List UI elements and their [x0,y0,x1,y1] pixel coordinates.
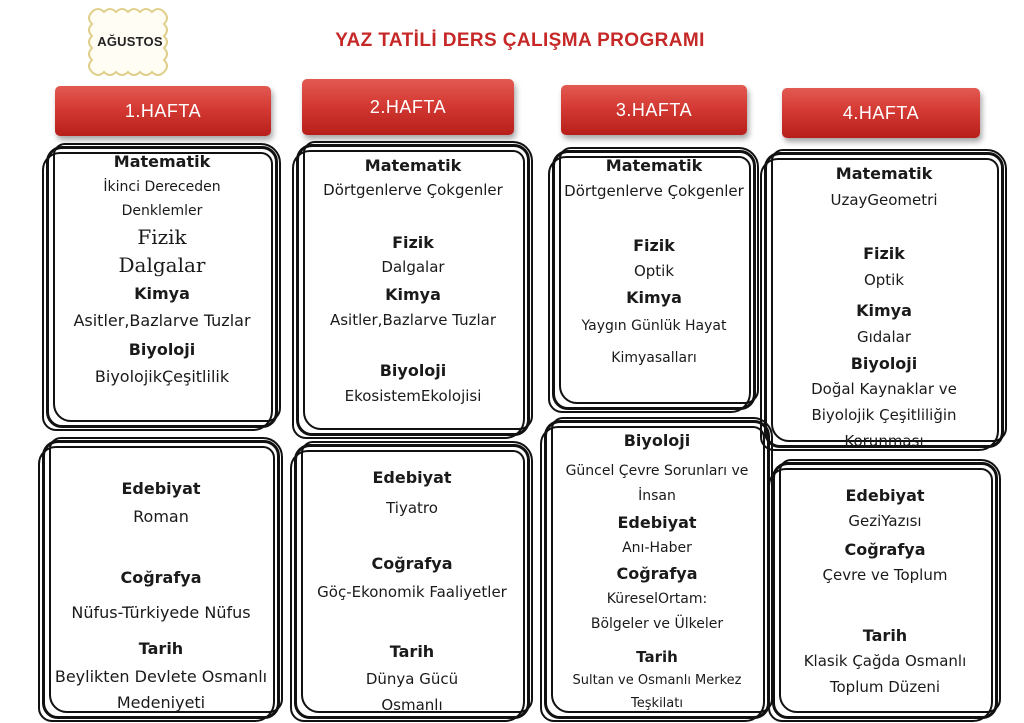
week-2-top-box [296,144,530,436]
week-4-lit-topic: GeziYazısı [848,512,922,530]
week-2-lit-topic: Tiyatro [386,499,438,517]
week-2-bottom-box [294,444,530,719]
week-2-lit-heading: Edebiyat [372,468,452,487]
week-3-top-box [552,150,756,410]
week-2-geo-heading: Coğrafya [371,554,453,573]
week-2-geo-topic: Göç-Ekonomik Faaliyetler [317,583,507,601]
week-3-chem-topic-line1: Yaygın Günlük Hayat [581,318,727,334]
week-1-hist-topic-line1: Beylikten Devlete Osmanlı [54,667,268,686]
week-4-bio-topic-line1: Doğal Kaynaklar ve [811,380,957,398]
week-4-physics-heading: Fizik [863,244,905,263]
week-1-bottom-box [42,440,280,719]
week-2-bio-topic: EkosistemEkolojisi [344,387,482,405]
week-2-header: 2.HAFTA [302,79,514,135]
week-3-physics-heading: Fizik [633,236,675,255]
week-3-bio-heading: Biyoloji [623,431,691,450]
week-2-physics-heading: Fizik [392,233,434,252]
month-badge [82,4,178,78]
week-3-hist-heading: Tarih [636,648,678,666]
week-2-physics-topic: Dalgalar [381,258,445,276]
week-1-hist-topic-line2: Medeniyeti [116,693,206,712]
week-1-math-topic-line1: İkinci Dereceden [103,179,221,195]
week-2-math-heading: Matematik [364,156,462,175]
week-3-lit-topic: Anı-Haber [622,540,692,556]
week-2-hist-heading: Tarih [389,642,435,661]
week-1-math-heading: Matematik [113,152,211,171]
week-4-header: 4.HAFTA [782,88,980,138]
week-3-lit-heading: Edebiyat [617,513,697,532]
week-4-hist-heading: Tarih [862,626,908,645]
week-4-hist-topic-line2: Toplum Düzeni [829,678,941,696]
week-3-bottom-box [544,420,770,719]
week-1-math-topic-line2: Denklemler [121,203,203,219]
week-4-physics-topic: Optik [863,271,905,289]
week-1-physics-topic: Dalgalar [118,253,206,277]
week-1-bio-topic: BiyolojikÇeşitlilik [94,367,230,386]
week-1-header: 1.HAFTA [55,86,271,136]
week-1-bio-heading: Biyoloji [128,340,196,359]
week-2-bio-heading: Biyoloji [379,361,447,380]
week-4-math-topic: UzayGeometri [830,191,938,209]
week-2-chem-topic: Asitler,Bazlarve Tuzlar [329,311,496,329]
week-3-hist-topic-line2: Teşkilatı [631,696,683,711]
week-4-bio-heading: Biyoloji [850,354,918,373]
week-4-hist-topic-line1: Klasik Çağda Osmanlı [803,652,967,670]
week-4-bio-topic-line3: Korunması [844,432,924,450]
week-1-chem-heading: Kimya [134,284,190,303]
week-3-geo-heading: Coğrafya [616,564,698,583]
week-3-geo-topic-line1: KüreselOrtam: [606,591,708,607]
page-title: YAZ TATİLİ DERS ÇALIŞMA PROGRAMI [335,30,705,51]
week-1-geo-heading: Coğrafya [120,568,202,587]
week-3-math-topic: Dörtgenlerve Çokgenler [564,182,744,200]
week-4-bottom-box [772,462,998,719]
week-3-math-heading: Matematik [605,156,703,175]
week-1-lit-topic: Roman [133,507,189,526]
week-2-math-topic: Dörtgenlerve Çokgenler [323,181,503,199]
week-4-math-heading: Matematik [835,164,933,183]
week-1-geo-topic: Nüfus-Türkiyede Nüfus [71,603,251,622]
week-1-physics-heading: Fizik [137,225,187,249]
week-1-top-box [46,146,278,428]
week-2-chem-heading: Kimya [385,285,441,304]
week-3-geo-topic-line2: Bölgeler ve Ülkeler [590,616,724,632]
week-3-chem-heading: Kimya [626,288,682,307]
week-3-chem-topic-line2: Kimyasalları [611,350,697,366]
week-3-hist-topic-line1: Sultan ve Osmanlı Merkez [572,673,742,688]
week-1-lit-heading: Edebiyat [121,479,201,498]
week-4-lit-heading: Edebiyat [845,486,925,505]
week-2-hist-topic-line1: Dünya Gücü [365,670,459,688]
week-4-bio-topic-line2: Biyolojik Çeşitliliğin [811,406,957,424]
week-1-hist-heading: Tarih [138,639,184,658]
week-3-physics-topic: Optik [633,262,675,280]
month-label: AĞUSTOS [97,33,163,49]
week-4-geo-heading: Coğrafya [844,540,926,559]
week-3-bio-topic-line2: İnsan [638,488,676,504]
week-1-chem-topic: Asitler,Bazlarve Tuzlar [73,311,251,330]
week-4-top-box [764,152,1004,448]
week-4-chem-topic: Gıdalar [856,328,912,346]
week-3-header: 3.HAFTA [561,85,747,135]
week-2-hist-topic-line2: Osmanlı [381,696,443,714]
week-4-chem-heading: Kimya [856,301,912,320]
week-4-geo-topic: Çevre ve Toplum [822,566,948,584]
week-3-bio-topic-line1: Güncel Çevre Sorunları ve [565,463,749,479]
